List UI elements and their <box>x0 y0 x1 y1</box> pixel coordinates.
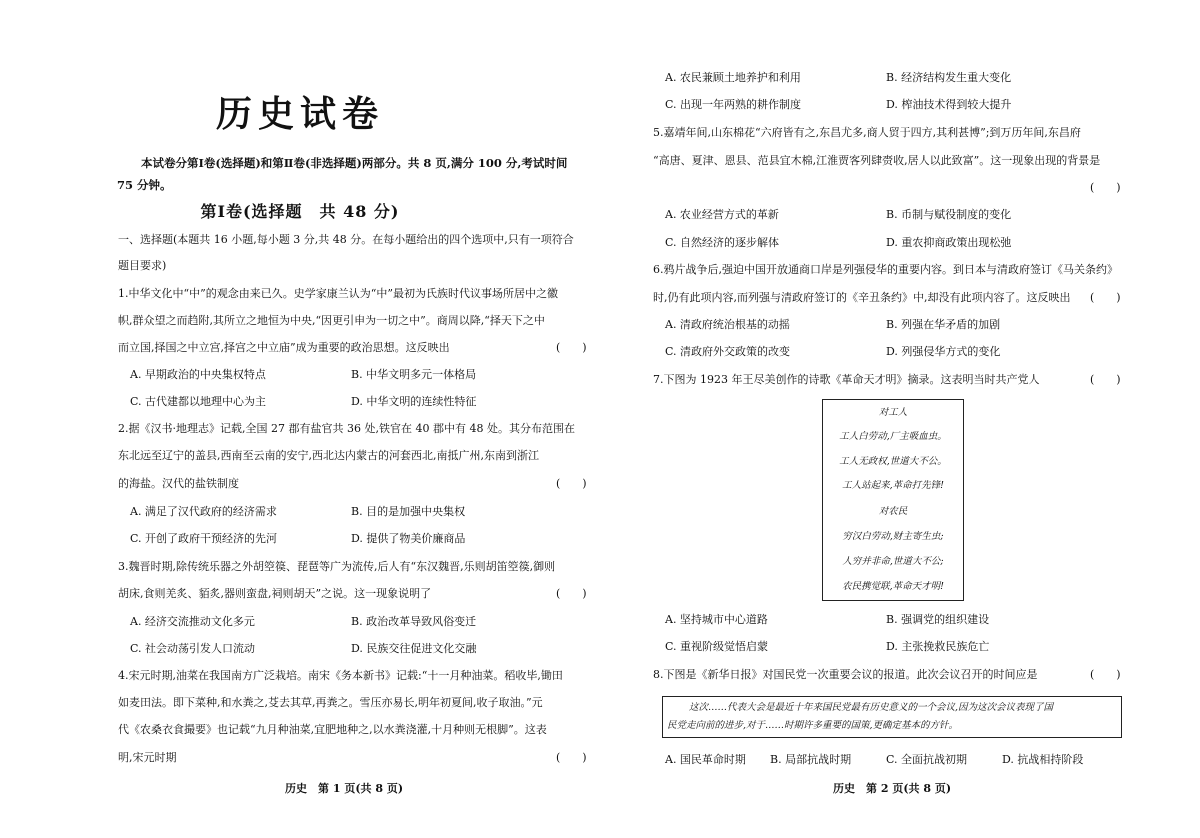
section-heading: 第Ⅰ卷(选择题 共 48 分) <box>200 202 400 221</box>
question-2-text: 2.据《汉书·地理志》记载,全国 27 郡有盐官共 36 处,铁官在 40 郡中有 48 处。其分布范围在 <box>118 422 575 435</box>
instructions-line: 一、选择题(本题共 16 小题,每小题 3 分,共 48 分。在每小题给出的四个选项中,只有一项符合 <box>118 233 574 246</box>
news-line: 这次……代表大会是最近十年来国民党最有历史意义的一个会议,因为这次会议表现了国 <box>689 702 1054 713</box>
answer-bracket: ( ) <box>556 751 587 764</box>
option-d: D. 中华文明的连续性特征 <box>351 395 477 408</box>
question-4-text: 如麦田法。即下菜种,和水粪之,芟去其草,再粪之。雪压亦易长,明年初夏间,收子取油。”元 <box>118 696 543 709</box>
question-2-text: 的海盐。汉代的盐铁制度 <box>118 477 239 490</box>
option-c: C. 清政府外交政策的改变 <box>665 345 791 358</box>
poem-excerpt-box <box>822 399 964 601</box>
exam-intro: 本试卷分第Ⅰ卷(选择题)和第Ⅱ卷(非选择题)两部分。共 8 页,满分 100 分,考试时间 75 分钟。 <box>117 156 568 192</box>
option-a: A. 经济交流推动文化多元 <box>130 615 255 628</box>
option-a: A. 早期政治的中央集权特点 <box>130 368 266 381</box>
answer-bracket: ( ) <box>1090 373 1121 386</box>
option-c: C. 社会动荡引发人口流动 <box>130 642 256 655</box>
instructions-line: 题目要求) <box>118 259 167 272</box>
option-c: C. 开创了政府干预经济的先河 <box>130 532 278 545</box>
page-footer: 历史 第 1 页(共 8 页) <box>285 782 404 795</box>
option-b: B. 局部抗战时期 <box>770 753 852 766</box>
option-c: C. 古代建都以地理中心为主 <box>130 395 267 408</box>
option-c: C. 出现一年两熟的耕作制度 <box>665 98 802 111</box>
option-b: B. 币制与赋役制度的变化 <box>886 208 1012 221</box>
option-c: C. 重视阶级觉悟启蒙 <box>665 640 769 653</box>
answer-bracket: ( ) <box>1090 291 1121 304</box>
poem-line: 工人无政权,世道大不公。 <box>839 456 947 467</box>
option-c: C. 自然经济的逐步解体 <box>665 236 780 249</box>
poem-line: 工人白劳动,厂主吸血虫。 <box>839 431 947 442</box>
question-4-text: 4.宋元时期,油菜在我国南方广泛栽培。南宋《务本新书》记载:“十一月种油菜。稻收毕,锄田 <box>118 669 563 682</box>
option-a: A. 农业经营方式的革新 <box>665 208 779 221</box>
option-a: A. 满足了汉代政府的经济需求 <box>130 505 277 518</box>
newspaper-excerpt-box <box>662 696 1122 738</box>
question-7-text: 7.下图为 1923 年王尽美创作的诗歌《革命天才明》摘录。这表明当时共产党人 <box>653 373 1040 386</box>
question-3-text: 胡床,食则羌炙、貊炙,器则蛮盘,祠则胡天”之说。这一现象说明了 <box>118 587 432 600</box>
question-1-text: 而立国,择国之中立宫,择宫之中立庙”成为重要的政治思想。这反映出 <box>118 341 450 354</box>
answer-bracket: ( ) <box>556 341 587 354</box>
poem-line: 人穷并非命,世道大不公; <box>842 556 944 567</box>
option-d: D. 主张挽救民族危亡 <box>886 640 990 653</box>
option-d: D. 提供了物美价廉商品 <box>351 532 466 545</box>
question-5-text: “高唐、夏津、恩县、范县宜木棉,江淮贾客列肆赍收,居人以此致富”。这一现象出现的背景是 <box>653 154 1101 167</box>
question-3-text: 3.魏晋时期,除传统乐器之外胡箜篌、琵琶等广为流传,后人有“东汉魏晋,乐则胡笛箜篌,御则 <box>118 560 556 573</box>
option-a: A. 国民革命时期 <box>665 753 746 766</box>
poem-line: 穷汉白劳动,财主寄生虫; <box>842 531 944 542</box>
news-line: 民党走向前的进步,对于……时期许多重要的国策,更确定基本的方针。 <box>667 720 959 731</box>
question-5-text: 5.嘉靖年间,山东棉花“六府皆有之,东昌尤多,商人贸于四方,其利甚博”;到万历年间,东昌府 <box>653 126 1081 139</box>
option-b: B. 列强在华矛盾的加剧 <box>886 318 1001 331</box>
question-6-text: 6.鸦片战争后,强迫中国开放通商口岸是列强侵华的重要内容。到日本与清政府签订《马关条约》 <box>653 263 1118 276</box>
option-a: A. 农民兼顾土地养护和利用 <box>665 71 801 84</box>
poem-line: 对农民 <box>878 506 908 517</box>
question-1-text: 1.中华文化中“中”的观念由来已久。史学家康兰认为“中”最初为氏族时代议事场所居中之徽 <box>118 287 558 300</box>
option-c: C. 全面抗战初期 <box>886 753 968 766</box>
option-d: D. 民族交往促进文化交融 <box>351 642 477 655</box>
option-b: B. 强调党的组织建设 <box>886 613 990 626</box>
poem-line: 对工人 <box>878 407 908 418</box>
option-b: B. 中华文明多元一体格局 <box>351 368 477 381</box>
option-d: D. 重农抑商政策出现松弛 <box>886 236 1012 249</box>
poem-line: 农民携觉联,革命天才明! <box>842 581 944 592</box>
answer-bracket: ( ) <box>556 587 587 600</box>
option-a: A. 清政府统治根基的动摇 <box>665 318 790 331</box>
option-d: D. 榨油技术得到较大提升 <box>886 98 1012 111</box>
option-b: B. 政治改革导致风俗变迁 <box>351 615 477 628</box>
option-a: A. 坚持城市中心道路 <box>665 613 768 626</box>
question-4-text: 代《农桑衣食撮要》也记载“九月种油菜,宜肥地种之,以水粪浇灌,十月种则无根脚”。这表 <box>118 723 547 736</box>
answer-bracket: ( ) <box>556 477 587 490</box>
exam-title: 历史试卷 <box>215 93 384 135</box>
option-d: D. 列强侵华方式的变化 <box>886 345 1001 358</box>
question-6-text: 时,仍有此项内容,而列强与清政府签订的《辛丑条约》中,却没有此项内容了。这反映出 <box>653 291 1071 304</box>
answer-bracket: ( ) <box>1090 668 1121 681</box>
option-b: B. 经济结构发生重大变化 <box>886 71 1012 84</box>
question-2-text: 东北远至辽宁的盖县,西南至云南的安宁,西北达内蒙古的河套西北,南抵广州,东南到浙江 <box>118 449 539 462</box>
option-b: B. 目的是加强中央集权 <box>351 505 466 518</box>
poem-line: 工人站起来,革命打先锋! <box>842 480 944 491</box>
question-1-text: 帜,群众望之而趋附,其所立之地恒为中央,“因更引申为一切之中”。商周以降,“择天下之中 <box>118 314 545 327</box>
page-footer: 历史 第 2 页(共 8 页) <box>833 782 952 795</box>
option-d: D. 抗战相持阶段 <box>1002 753 1084 766</box>
question-8-text: 8.下图是《新华日报》对国民党一次重要会议的报道。此次会议召开的时间应是 <box>653 668 1038 681</box>
answer-bracket: ( ) <box>1090 181 1121 194</box>
question-4-text: 明,宋元时期 <box>118 751 177 764</box>
